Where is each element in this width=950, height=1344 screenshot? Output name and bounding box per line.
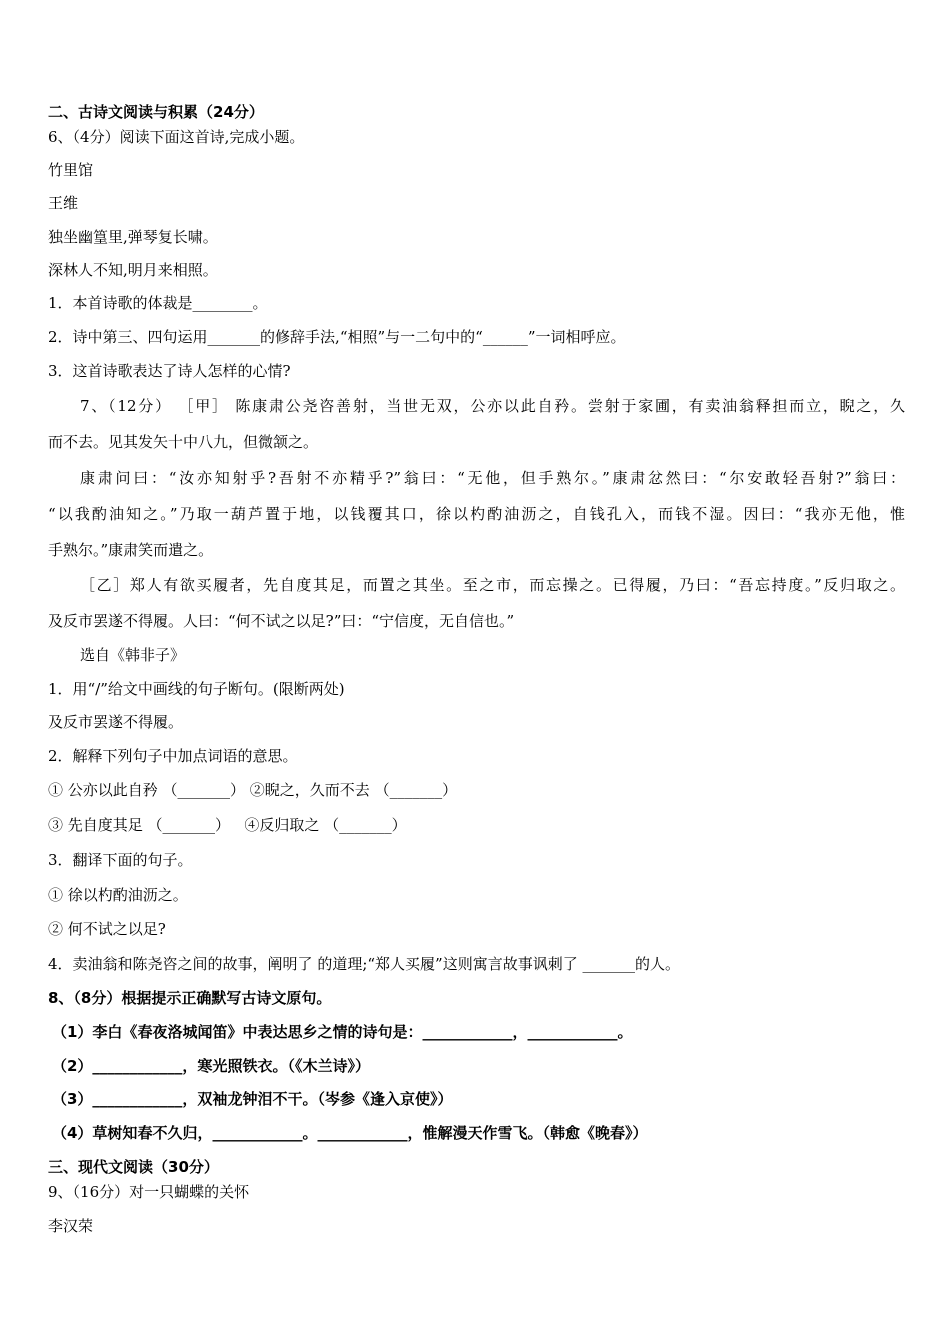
question-6-1: 1．本首诗歌的体裁是________。 <box>48 294 268 312</box>
question-8-2: （2）____________，寒光照铁衣。（《木兰诗》） <box>52 1057 370 1075</box>
question-7-1: 1．用“/”给文中画线的句子断句。(限断两处) <box>48 680 345 698</box>
passage-line: 而不去。见其发矢十中八九，但微颔之。 <box>48 433 319 451</box>
poem-line: 独坐幽篁里,弹琴复长啸。 <box>48 228 218 246</box>
question-8-4: （4）草树知春不久归，____________。____________，惟解漫天作雪飞。（韩愈《晚春》） <box>52 1124 648 1142</box>
question-7-2: 2．解释下列句子中加点词语的意思。 <box>48 747 298 765</box>
question-6-2: 2．诗中第三、四句运用_______的修辞手法,“相照”与一二句中的“______”一词相呼应。 <box>48 328 626 346</box>
question-7-2-items: ① 公亦以此自矜 （_______） ②睨之，久而不去 （_______） <box>48 781 458 799</box>
section-heading-classical: 二、古诗文阅读与积累（24分） <box>48 103 264 121</box>
question-7-1-sentence: 及反市罢遂不得履。 <box>48 713 184 731</box>
question-7-3-item: ① 徐以杓酌油沥之。 <box>48 886 188 904</box>
question-7-4: 4．卖油翁和陈尧咨之间的故事，阐明了 的道理;“郑人买履”这则寓言故事讽刺了 _______的人。 <box>48 955 680 973</box>
section-heading-modern: 三、现代文阅读（30分） <box>48 1158 219 1176</box>
question-7-2-items: ③ 先自度其足 （_______） ④反归取之 （_______） <box>48 816 407 834</box>
passage-line: 7、（12分） ［甲］ 陈康肃公尧咨善射，当世无双，公亦以此自矜。尝射于家圃，有卖油翁释担而立，睨之，久 <box>80 397 905 415</box>
question-6-3: 3．这首诗歌表达了诗人怎样的心情? <box>48 362 291 380</box>
question-9-intro: 9、（16分）对一只蝴蝶的关怀 <box>48 1183 250 1201</box>
question-7-3: 3．翻译下面的句子。 <box>48 851 193 869</box>
passage-line: ［乙］郑人有欲买履者，先自度其足，而置之其坐。至之市，而忘操之。已得履，乃曰：“吾忘持度。”反归取之。 <box>80 576 905 594</box>
question-8-3: （3）____________，双袖龙钟泪不干。（岑参《逢入京使》） <box>52 1090 453 1108</box>
question-8-1: （1）李白《春夜洛城闻笛》中表达思乡之情的诗句是：____________，____________。 <box>52 1023 633 1041</box>
passage-line: “以我酌油知之。”乃取一葫芦置于地，以钱覆其口，徐以杓酌油沥之，自钱孔入，而钱不湿。因曰：“我亦无他，惟 <box>48 505 905 523</box>
poem-line: 深林人不知,明月来相照。 <box>48 261 218 279</box>
passage-line: 及反市罢遂不得履。人曰：“何不试之以足?”曰：“宁信度，无自信也。” <box>48 612 515 630</box>
poem-title: 竹里馆 <box>48 161 94 179</box>
question-7-3-item: ② 何不试之以足? <box>48 920 166 938</box>
passage-source: 选自《韩非子》 <box>80 646 186 664</box>
question-8-intro: 8、（8分）根据提示正确默写古诗文原句。 <box>48 989 332 1007</box>
article-author: 李汉荣 <box>48 1217 94 1235</box>
poem-author: 王维 <box>48 194 79 212</box>
question-6-intro: 6、（4分）阅读下面这首诗,完成小题。 <box>48 128 305 146</box>
passage-line: 手熟尔。”康肃笑而遣之。 <box>48 541 214 559</box>
passage-line: 康肃问曰：“汝亦知射乎?吾射不亦精乎?”翁曰：“无他，但手熟尔。”康肃忿然曰：“尔安敢轻吾射?”翁曰： <box>80 469 905 487</box>
